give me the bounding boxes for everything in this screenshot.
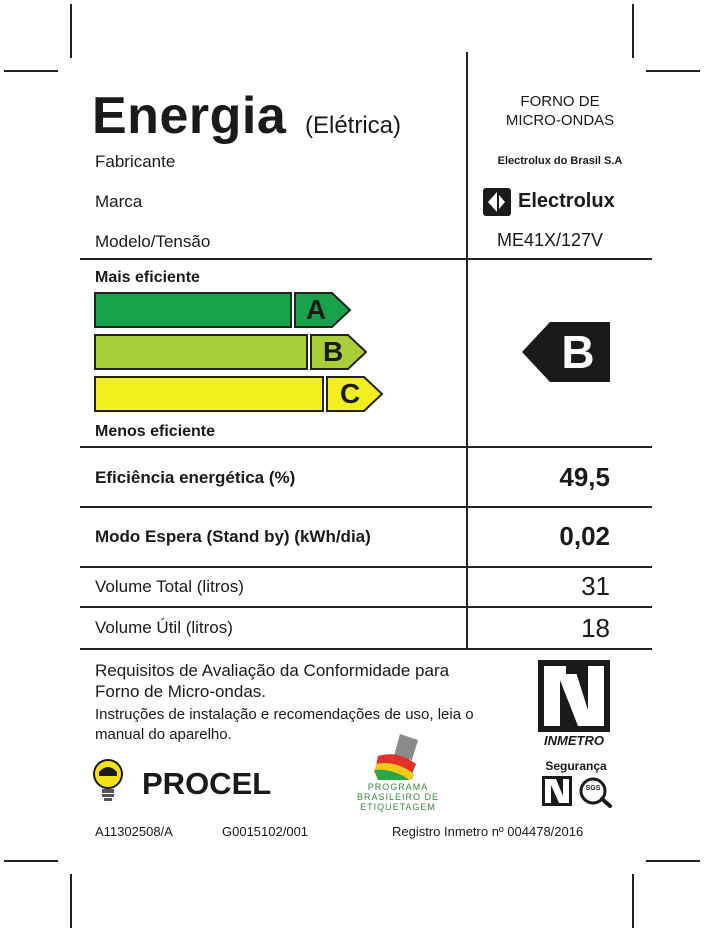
sgs-label: SGS — [585, 785, 601, 792]
fabricante-value: Electrolux do Brasil S.A — [497, 155, 623, 167]
modelo-label: Modelo/Tensão — [95, 232, 211, 251]
volume-total-value: 31 — [581, 571, 610, 601]
rating-letter: B — [561, 326, 595, 378]
label-title: Energia — [92, 87, 287, 145]
registro-inmetro: Registro Inmetro nº 004478/2016 — [392, 824, 584, 839]
fabricante-label: Fabricante — [95, 152, 176, 171]
divider-scale — [80, 446, 652, 448]
divider-standby — [80, 566, 652, 568]
class-bar-b — [94, 334, 308, 370]
class-letter-a: A — [306, 294, 327, 325]
label-subtitle: (Elétrica) — [305, 112, 402, 139]
volume-total-label: Volume Total (litros) — [95, 577, 244, 596]
requirements-line1: Requisitos de Avaliação da Conformidade para — [95, 661, 450, 680]
crop-mark-top-right-v — [632, 4, 634, 58]
pbe-line3: ETIQUETAGEM — [360, 802, 436, 812]
instructions-line2: manual do aparelho. — [95, 726, 232, 743]
electrolux-icon — [482, 187, 512, 217]
crop-mark-top-left-v — [70, 4, 72, 58]
scale-bottom-label: Menos eficiente — [95, 423, 216, 440]
pbe-logo-icon — [368, 730, 428, 782]
procel-bulb-icon — [92, 758, 126, 802]
pbe-line2: BRASILEIRO DE — [356, 792, 440, 802]
inmetro-small-icon — [542, 776, 572, 806]
standby-label: Modo Espera (Stand by) (kWh/dia) — [95, 527, 371, 546]
efficiency-label: Eficiência energética (%) — [95, 468, 296, 487]
class-bar-c — [94, 376, 324, 412]
divider-volume-total — [80, 606, 652, 608]
requirements-line2: Forno de Micro-ondas. — [95, 682, 267, 701]
divider-header — [80, 258, 652, 260]
modelo-value: ME41X/127V — [496, 230, 604, 250]
divider-volume-util — [80, 648, 652, 650]
seguranca-label: Segurança — [545, 759, 607, 773]
crop-mark-top-left-h — [4, 70, 58, 72]
product-type — [470, 92, 650, 130]
volume-util-value: 18 — [581, 613, 610, 643]
crop-mark-bottom-right-v — [632, 874, 634, 928]
standby-value: 0,02 — [559, 521, 610, 551]
volume-util-label: Volume Útil (litros) — [95, 618, 233, 637]
divider-efficiency — [80, 506, 652, 508]
pbe-line1: PROGRAMA — [367, 782, 429, 792]
marca-value: Electrolux — [518, 190, 615, 212]
inmetro-label: INMETRO — [544, 733, 604, 748]
inmetro-logo-icon — [538, 660, 610, 732]
code-g: G0015102/001 — [222, 824, 309, 839]
product-type-line2: MICRO-ONDAS — [505, 112, 615, 129]
column-divider — [466, 52, 468, 648]
crop-mark-top-right-h — [646, 70, 700, 72]
marca-label: Marca — [95, 192, 143, 211]
sgs-icon — [578, 776, 614, 808]
product-type-line1: FORNO DE — [520, 93, 600, 110]
scale-top-label: Mais eficiente — [95, 269, 200, 286]
class-bar-a — [94, 292, 292, 328]
pbe-text — [356, 782, 440, 812]
class-letter-b: B — [323, 336, 344, 367]
crop-mark-bottom-left-v — [70, 874, 72, 928]
code-a: A11302508/A — [95, 824, 173, 839]
electrolux-logo — [482, 186, 614, 218]
instructions-line1: Instruções de instalação e recomendações de uso, leia o — [95, 706, 474, 723]
efficiency-value: 49,5 — [559, 462, 610, 492]
crop-mark-bottom-right-h — [646, 860, 700, 862]
procel-label: PROCEL — [142, 766, 272, 801]
crop-mark-bottom-left-h — [4, 860, 58, 862]
class-letter-c: C — [340, 378, 361, 409]
requirements-text — [95, 660, 449, 702]
